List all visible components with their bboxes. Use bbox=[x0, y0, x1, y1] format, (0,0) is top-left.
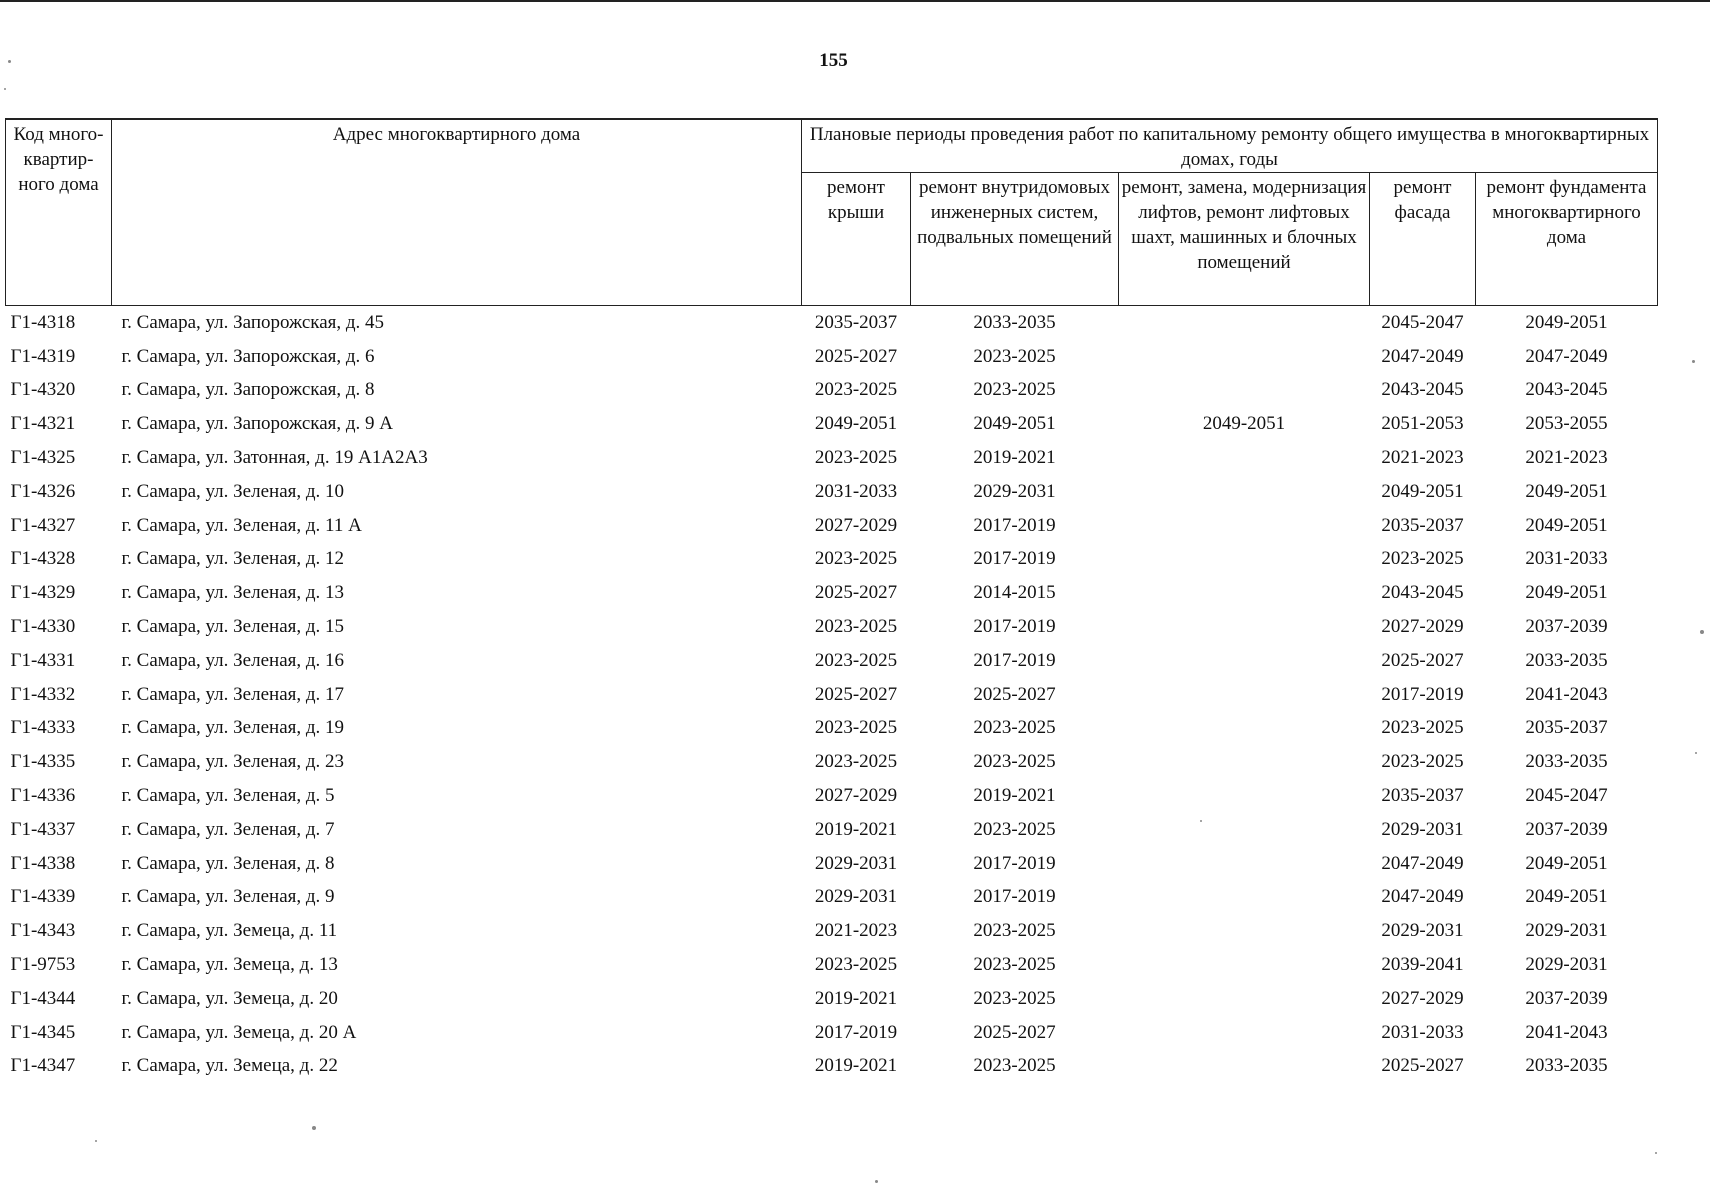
cell-roof: 2029-2031 bbox=[814, 852, 898, 874]
repair-schedule-table bbox=[5, 118, 1658, 1083]
cell-elevators bbox=[1119, 543, 1370, 577]
table-row bbox=[6, 475, 1658, 509]
table-row bbox=[6, 847, 1658, 881]
cell-engineering: 2029-2031 bbox=[973, 480, 1056, 502]
cell-facade: 2021-2023 bbox=[1381, 447, 1464, 469]
cell-foundation: 2029-2031 bbox=[1525, 920, 1608, 942]
cell-engineering: 2017-2019 bbox=[973, 548, 1056, 570]
cell-elevators bbox=[1119, 712, 1370, 746]
cell-foundation: 2049-2051 bbox=[1525, 852, 1608, 874]
cell-roof: 2023-2025 bbox=[814, 649, 898, 671]
cell-roof: 2023-2025 bbox=[814, 954, 898, 976]
table-row bbox=[6, 374, 1658, 408]
cell-roof: 2025-2027 bbox=[814, 683, 898, 705]
cell-address: г. Самара, ул. Зеленая, д. 10 bbox=[121, 480, 345, 502]
cell-address: г. Самара, ул. Зеленая, д. 13 bbox=[121, 582, 345, 604]
cell-facade: 2027-2029 bbox=[1381, 987, 1464, 1009]
table-row bbox=[6, 543, 1658, 577]
cell-roof: 2023-2025 bbox=[814, 379, 898, 401]
cell-elevators bbox=[1119, 306, 1370, 340]
cell-address: г. Самара, ул. Запорожская, д. 45 bbox=[121, 311, 385, 333]
header-address: Адрес многоквартирного дома bbox=[112, 119, 802, 306]
cell-elevators bbox=[1119, 881, 1370, 915]
cell-code: Г1-4339 bbox=[10, 886, 76, 908]
cell-roof: 2019-2021 bbox=[814, 818, 898, 840]
cell-code: Г1-4327 bbox=[10, 514, 76, 536]
cell-code: Г1-4332 bbox=[10, 683, 76, 705]
cell-address: г. Самара, ул. Зеленая, д. 7 bbox=[121, 818, 335, 840]
cell-roof: 2027-2029 bbox=[814, 785, 898, 807]
cell-engineering: 2014-2015 bbox=[973, 582, 1056, 604]
cell-foundation: 2049-2051 bbox=[1525, 582, 1608, 604]
cell-foundation: 2049-2051 bbox=[1525, 886, 1608, 908]
cell-code: Г1-4325 bbox=[10, 447, 76, 469]
table-row bbox=[6, 306, 1658, 340]
cell-address: г. Самара, ул. Земеца, д. 20 А bbox=[121, 1021, 357, 1043]
cell-foundation: 2049-2051 bbox=[1525, 311, 1608, 333]
cell-foundation: 2041-2043 bbox=[1525, 1021, 1608, 1043]
cell-engineering: 2025-2027 bbox=[973, 683, 1056, 705]
cell-code: Г1-4337 bbox=[10, 818, 76, 840]
cell-foundation: 2049-2051 bbox=[1525, 480, 1608, 502]
cell-roof: 2017-2019 bbox=[814, 1021, 898, 1043]
table-row bbox=[6, 340, 1658, 374]
cell-engineering: 2023-2025 bbox=[973, 920, 1056, 942]
cell-roof: 2019-2021 bbox=[814, 1055, 898, 1077]
cell-elevators bbox=[1119, 914, 1370, 948]
cell-code: Г1-4331 bbox=[10, 649, 76, 671]
table-header bbox=[6, 119, 1658, 306]
cell-address: г. Самара, ул. Зеленая, д. 5 bbox=[121, 785, 335, 807]
table-row bbox=[6, 610, 1658, 644]
cell-roof: 2035-2037 bbox=[814, 311, 898, 333]
cell-elevators bbox=[1119, 1016, 1370, 1050]
header-planned-periods: Плановые периоды проведения работ по капитальному ремонту общего имущества в многоквартирных домах, годы bbox=[802, 119, 1658, 173]
cell-code: Г1-4321 bbox=[10, 413, 76, 435]
cell-code: Г1-4318 bbox=[10, 311, 76, 333]
cell-elevators bbox=[1119, 847, 1370, 881]
table-row bbox=[6, 881, 1658, 915]
table-row bbox=[6, 813, 1658, 847]
cell-facade: 2045-2047 bbox=[1381, 311, 1464, 333]
cell-facade: 2025-2027 bbox=[1381, 1055, 1464, 1077]
cell-facade: 2017-2019 bbox=[1381, 683, 1464, 705]
cell-code: Г1-4347 bbox=[10, 1055, 76, 1077]
table-row bbox=[6, 914, 1658, 948]
cell-foundation: 2037-2039 bbox=[1525, 987, 1608, 1009]
cell-elevators bbox=[1119, 948, 1370, 982]
cell-elevators bbox=[1119, 678, 1370, 712]
cell-roof: 2049-2051 bbox=[814, 413, 898, 435]
header-engineering: ремонт внутридомовых инженерных систем, подвальных помещений bbox=[911, 173, 1119, 306]
cell-engineering: 2017-2019 bbox=[973, 514, 1056, 536]
cell-code: Г1-4328 bbox=[10, 548, 76, 570]
cell-foundation: 2029-2031 bbox=[1525, 954, 1608, 976]
table-row bbox=[6, 407, 1658, 441]
header-elevators: ремонт, замена, модернизация лифтов, ремонт лифтовых шахт, машинных и блочных помещений bbox=[1119, 173, 1370, 306]
cell-facade: 2023-2025 bbox=[1381, 751, 1464, 773]
header-roof: ремонт крыши bbox=[802, 173, 911, 306]
cell-foundation: 2047-2049 bbox=[1525, 345, 1608, 367]
cell-facade: 2043-2045 bbox=[1381, 379, 1464, 401]
header-foundation: ремонт фундамента многоквартирного дома bbox=[1476, 173, 1658, 306]
cell-elevators bbox=[1119, 1050, 1370, 1084]
cell-engineering: 2023-2025 bbox=[973, 379, 1056, 401]
cell-address: г. Самара, ул. Земеца, д. 22 bbox=[121, 1055, 338, 1077]
cell-address: г. Самара, ул. Земеца, д. 11 bbox=[121, 920, 338, 942]
cell-foundation: 2037-2039 bbox=[1525, 818, 1608, 840]
cell-code: Г1-4344 bbox=[10, 987, 76, 1009]
cell-elevators bbox=[1119, 982, 1370, 1016]
cell-foundation: 2031-2033 bbox=[1525, 548, 1608, 570]
cell-facade: 2049-2051 bbox=[1381, 480, 1464, 502]
cell-roof: 2025-2027 bbox=[814, 345, 898, 367]
cell-foundation: 2021-2023 bbox=[1525, 447, 1608, 469]
cell-engineering: 2023-2025 bbox=[973, 751, 1056, 773]
cell-address: г. Самара, ул. Зеленая, д. 9 bbox=[121, 886, 335, 908]
cell-foundation: 2033-2035 bbox=[1525, 751, 1608, 773]
cell-foundation: 2033-2035 bbox=[1525, 1055, 1608, 1077]
cell-code: Г1-4333 bbox=[10, 717, 76, 739]
cell-roof: 2023-2025 bbox=[814, 717, 898, 739]
table-row bbox=[6, 1016, 1658, 1050]
cell-address: г. Самара, ул. Запорожская, д. 8 bbox=[121, 379, 375, 401]
cell-roof: 2029-2031 bbox=[814, 886, 898, 908]
table-row bbox=[6, 678, 1658, 712]
table-row bbox=[6, 644, 1658, 678]
table-row bbox=[6, 745, 1658, 779]
cell-foundation: 2045-2047 bbox=[1525, 785, 1608, 807]
cell-address: г. Самара, ул. Запорожская, д. 9 А bbox=[121, 413, 394, 435]
cell-engineering: 2023-2025 bbox=[973, 987, 1056, 1009]
cell-foundation: 2033-2035 bbox=[1525, 649, 1608, 671]
cell-code: Г1-4319 bbox=[10, 345, 76, 367]
cell-address: г. Самара, ул. Зеленая, д. 8 bbox=[121, 852, 335, 874]
page-number: 155 bbox=[819, 50, 848, 71]
cell-facade: 2047-2049 bbox=[1381, 852, 1464, 874]
cell-foundation: 2035-2037 bbox=[1525, 717, 1608, 739]
cell-roof: 2019-2021 bbox=[814, 987, 898, 1009]
cell-address: г. Самара, ул. Зеленая, д. 17 bbox=[121, 683, 345, 705]
cell-elevators bbox=[1119, 745, 1370, 779]
cell-elevators bbox=[1119, 779, 1370, 813]
cell-code: Г1-4343 bbox=[10, 920, 76, 942]
cell-facade: 2027-2029 bbox=[1381, 616, 1464, 638]
table-body bbox=[6, 306, 1658, 1084]
header-facade: ремонт фасада bbox=[1370, 173, 1476, 306]
cell-address: г. Самара, ул. Земеца, д. 13 bbox=[121, 954, 338, 976]
cell-facade: 2023-2025 bbox=[1381, 548, 1464, 570]
cell-engineering: 2017-2019 bbox=[973, 886, 1056, 908]
top-border-line bbox=[0, 0, 1710, 2]
cell-address: г. Самара, ул. Земеца, д. 20 bbox=[121, 987, 338, 1009]
cell-facade: 2047-2049 bbox=[1381, 345, 1464, 367]
table-row bbox=[6, 576, 1658, 610]
cell-address: г. Самара, ул. Зеленая, д. 16 bbox=[121, 649, 345, 671]
header-code: Код много-квартир-ного дома bbox=[6, 119, 112, 306]
cell-engineering: 2023-2025 bbox=[973, 345, 1056, 367]
cell-roof: 2023-2025 bbox=[814, 616, 898, 638]
cell-engineering: 2017-2019 bbox=[973, 616, 1056, 638]
cell-roof: 2031-2033 bbox=[814, 480, 898, 502]
cell-code: Г1-4330 bbox=[10, 616, 76, 638]
cell-foundation: 2043-2045 bbox=[1525, 379, 1608, 401]
table-row bbox=[6, 982, 1658, 1016]
cell-engineering: 2019-2021 bbox=[973, 447, 1056, 469]
cell-engineering: 2023-2025 bbox=[973, 954, 1056, 976]
cell-facade: 2047-2049 bbox=[1381, 886, 1464, 908]
cell-roof: 2025-2027 bbox=[814, 582, 898, 604]
cell-elevators bbox=[1119, 644, 1370, 678]
cell-foundation: 2053-2055 bbox=[1525, 413, 1608, 435]
cell-address: г. Самара, ул. Зеленая, д. 11 А bbox=[121, 514, 362, 536]
cell-code: Г1-4336 bbox=[10, 785, 76, 807]
cell-roof: 2023-2025 bbox=[814, 447, 898, 469]
cell-address: г. Самара, ул. Зеленая, д. 15 bbox=[121, 616, 345, 638]
cell-address: г. Самара, ул. Затонная, д. 19 А1А2А3 bbox=[121, 447, 428, 469]
cell-elevators bbox=[1119, 441, 1370, 475]
cell-engineering: 2033-2035 bbox=[973, 311, 1056, 333]
cell-address: г. Самара, ул. Зеленая, д. 12 bbox=[121, 548, 345, 570]
table-row bbox=[6, 712, 1658, 746]
table-row bbox=[6, 779, 1658, 813]
cell-facade: 2025-2027 bbox=[1381, 649, 1464, 671]
cell-facade: 2031-2033 bbox=[1381, 1021, 1464, 1043]
cell-code: Г1-4320 bbox=[10, 379, 76, 401]
cell-code: Г1-4329 bbox=[10, 582, 76, 604]
cell-roof: 2023-2025 bbox=[814, 751, 898, 773]
table-row bbox=[6, 1050, 1658, 1084]
cell-facade: 2035-2037 bbox=[1381, 785, 1464, 807]
table-row bbox=[6, 509, 1658, 543]
cell-code: Г1-9753 bbox=[10, 954, 76, 976]
cell-facade: 2029-2031 bbox=[1381, 818, 1464, 840]
cell-engineering: 2019-2021 bbox=[973, 785, 1056, 807]
cell-foundation: 2037-2039 bbox=[1525, 616, 1608, 638]
cell-engineering: 2017-2019 bbox=[973, 649, 1056, 671]
cell-elevators bbox=[1119, 475, 1370, 509]
cell-address: г. Самара, ул. Зеленая, д. 19 bbox=[121, 717, 345, 739]
cell-elevators bbox=[1119, 509, 1370, 543]
cell-code: Г1-4345 bbox=[10, 1021, 76, 1043]
cell-elevators bbox=[1119, 576, 1370, 610]
cell-facade: 2051-2053 bbox=[1381, 413, 1464, 435]
cell-facade: 2035-2037 bbox=[1381, 514, 1464, 536]
cell-code: Г1-4335 bbox=[10, 751, 76, 773]
cell-roof: 2027-2029 bbox=[814, 514, 898, 536]
cell-elevators bbox=[1119, 374, 1370, 408]
cell-facade: 2029-2031 bbox=[1381, 920, 1464, 942]
cell-engineering: 2049-2051 bbox=[973, 413, 1056, 435]
cell-foundation: 2049-2051 bbox=[1525, 514, 1608, 536]
cell-engineering: 2017-2019 bbox=[973, 852, 1056, 874]
cell-address: г. Самара, ул. Зеленая, д. 23 bbox=[121, 751, 345, 773]
table-row bbox=[6, 948, 1658, 982]
cell-facade: 2039-2041 bbox=[1381, 954, 1464, 976]
cell-facade: 2023-2025 bbox=[1381, 717, 1464, 739]
cell-roof: 2023-2025 bbox=[814, 548, 898, 570]
cell-code: Г1-4338 bbox=[10, 852, 76, 874]
cell-engineering: 2025-2027 bbox=[973, 1021, 1056, 1043]
cell-roof: 2021-2023 bbox=[814, 920, 898, 942]
cell-elevators bbox=[1119, 813, 1370, 847]
cell-code: Г1-4326 bbox=[10, 480, 76, 502]
cell-engineering: 2023-2025 bbox=[973, 818, 1056, 840]
cell-elevators: 2049-2051 bbox=[1202, 413, 1286, 435]
cell-elevators bbox=[1119, 610, 1370, 644]
cell-engineering: 2023-2025 bbox=[973, 717, 1056, 739]
cell-facade: 2043-2045 bbox=[1381, 582, 1464, 604]
cell-engineering: 2023-2025 bbox=[973, 1055, 1056, 1077]
cell-elevators bbox=[1119, 340, 1370, 374]
cell-address: г. Самара, ул. Запорожская, д. 6 bbox=[121, 345, 375, 367]
cell-foundation: 2041-2043 bbox=[1525, 683, 1608, 705]
table-row bbox=[6, 441, 1658, 475]
